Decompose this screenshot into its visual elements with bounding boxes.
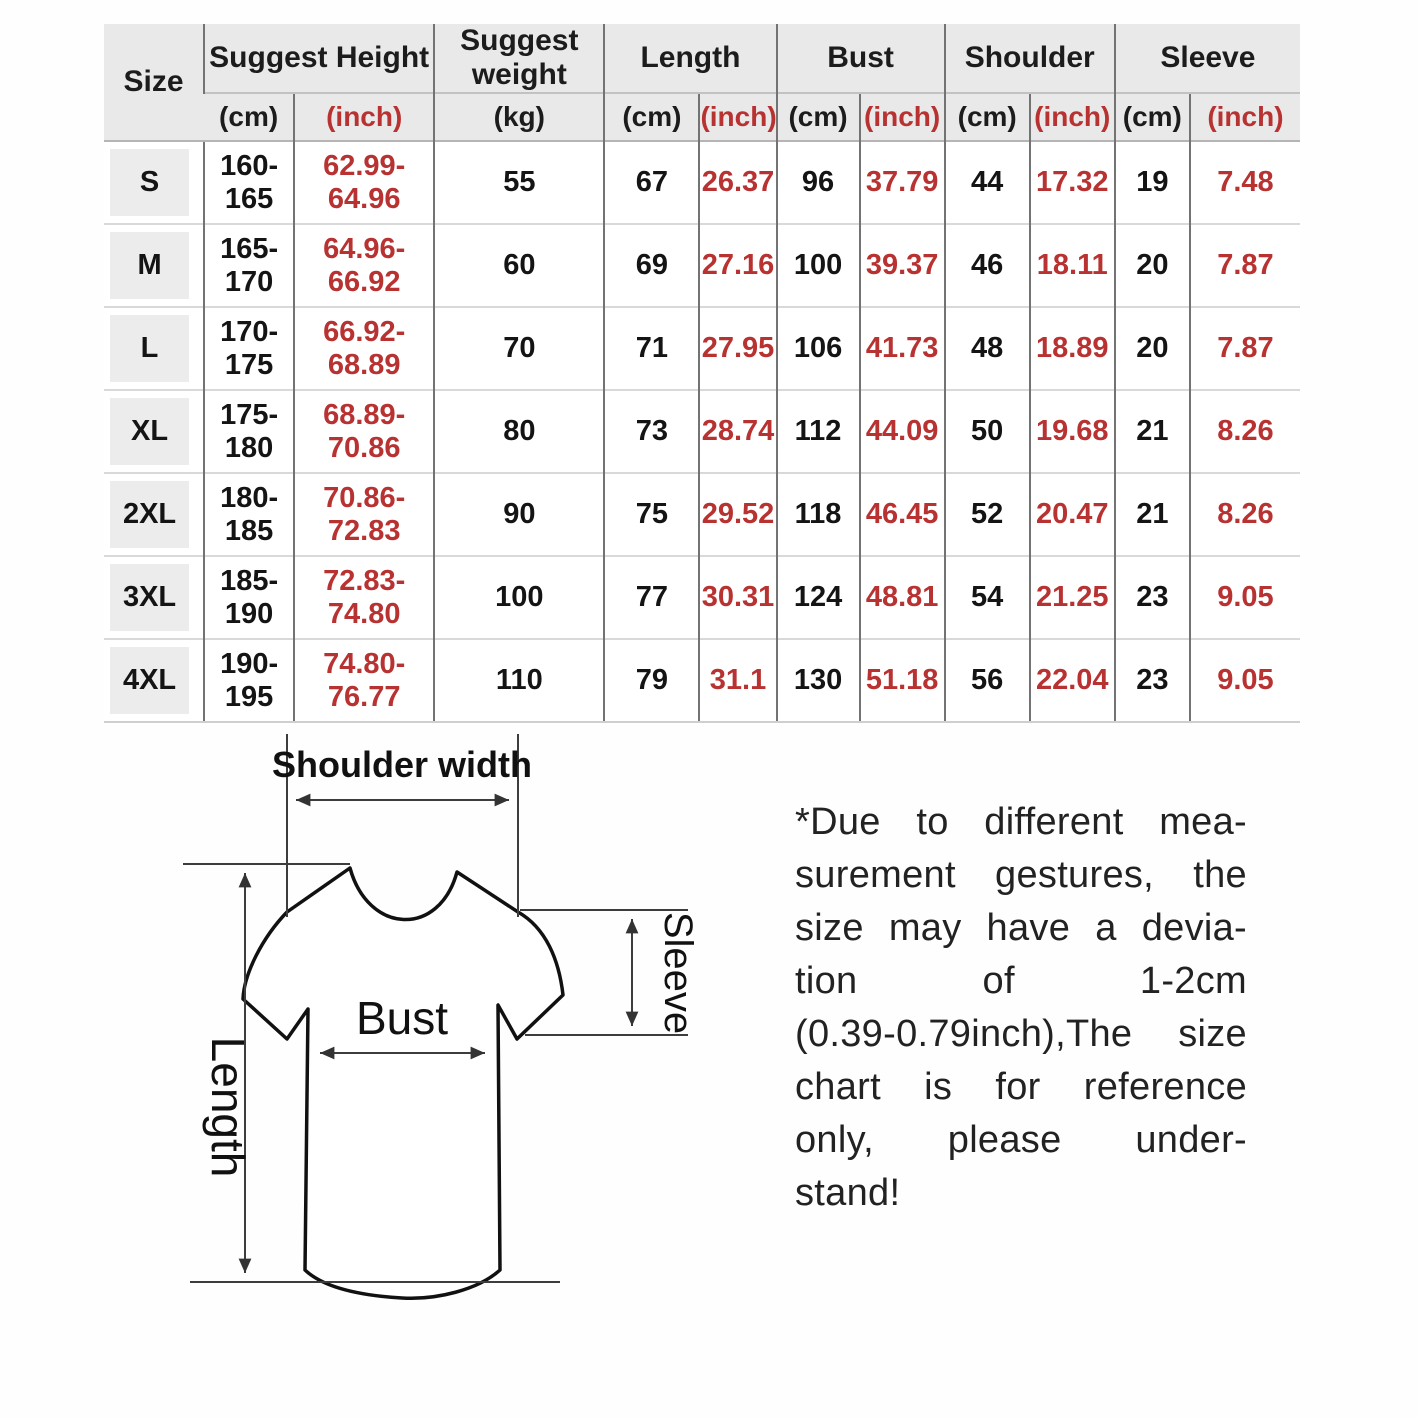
tshirt-outline xyxy=(243,868,563,1298)
value-cell: 46 xyxy=(945,224,1030,307)
size-column-header: Size xyxy=(104,24,204,141)
value-cell: 21.25 xyxy=(1030,556,1115,639)
value-cell: 39.37 xyxy=(860,224,945,307)
value-cell: 79 xyxy=(604,639,699,722)
value-cell: 28.74 xyxy=(699,390,776,473)
unit-header: (inch) xyxy=(699,93,776,141)
value-cell: 69 xyxy=(604,224,699,307)
value-cell: 106 xyxy=(777,307,860,390)
bust-header: Bust xyxy=(777,24,945,93)
value-cell: 19 xyxy=(1115,141,1190,224)
value-cell: 46.45 xyxy=(860,473,945,556)
size-label-cell xyxy=(104,307,204,390)
bust-label: Bust xyxy=(355,992,449,1044)
unit-header: (cm) xyxy=(945,93,1030,141)
table-row xyxy=(104,639,1300,722)
length-label: Length xyxy=(202,1036,254,1178)
unit-header: (cm) xyxy=(604,93,699,141)
value-cell: 112 xyxy=(777,390,860,473)
value-cell: 124 xyxy=(777,556,860,639)
unit-header: (cm) xyxy=(777,93,860,141)
value-cell: 71 xyxy=(604,307,699,390)
sleeve-label: Sleeve xyxy=(656,911,700,1035)
value-cell: 64.96-66.92 xyxy=(294,224,434,307)
unit-header: (inch) xyxy=(860,93,945,141)
value-cell: 100 xyxy=(434,556,604,639)
table-row xyxy=(104,556,1300,639)
value-cell: 44.09 xyxy=(860,390,945,473)
note-line: only, please under- xyxy=(795,1119,1247,1161)
note-line: size may have a devia- xyxy=(795,907,1247,949)
value-cell: 160-165 xyxy=(204,141,294,224)
value-cell: 27.95 xyxy=(699,307,776,390)
size-chip: M xyxy=(110,232,189,299)
value-cell: 9.05 xyxy=(1190,639,1300,722)
value-cell: 7.48 xyxy=(1190,141,1300,224)
note-line: (0.39-0.79inch),The size xyxy=(795,1013,1247,1055)
unit-header: (inch) xyxy=(1190,93,1300,141)
value-cell: 26.37 xyxy=(699,141,776,224)
size-label-cell xyxy=(104,390,204,473)
shoulder-header: Shoulder xyxy=(945,24,1115,93)
value-cell: 9.05 xyxy=(1190,556,1300,639)
value-cell: 110 xyxy=(434,639,604,722)
value-cell: 30.31 xyxy=(699,556,776,639)
unit-header: (cm) xyxy=(1115,93,1190,141)
size-chip: S xyxy=(110,149,189,216)
size-label-cell xyxy=(104,224,204,307)
value-cell: 20 xyxy=(1115,307,1190,390)
shoulder-width-label: Shoulder width xyxy=(272,744,532,785)
table-row xyxy=(104,224,1300,307)
value-cell: 72.83-74.80 xyxy=(294,556,434,639)
value-cell: 48.81 xyxy=(860,556,945,639)
value-cell: 130 xyxy=(777,639,860,722)
value-cell: 29.52 xyxy=(699,473,776,556)
value-cell: 68.89-70.86 xyxy=(294,390,434,473)
tshirt-diagram-svg xyxy=(140,722,800,1337)
size-chip: 2XL xyxy=(110,481,189,548)
note-line: chart is for reference xyxy=(795,1066,1247,1108)
value-cell: 37.79 xyxy=(860,141,945,224)
value-cell: 70 xyxy=(434,307,604,390)
value-cell: 22.04 xyxy=(1030,639,1115,722)
value-cell: 75 xyxy=(604,473,699,556)
table-row xyxy=(104,390,1300,473)
group-header-row xyxy=(104,24,1300,93)
suggest-weight-header: Suggest weight xyxy=(434,24,604,93)
size-chip: 3XL xyxy=(110,564,189,631)
value-cell: 8.26 xyxy=(1190,473,1300,556)
value-cell: 55 xyxy=(434,141,604,224)
value-cell: 170-175 xyxy=(204,307,294,390)
unit-header: (cm) xyxy=(204,93,294,141)
value-cell: 50 xyxy=(945,390,1030,473)
value-cell: 27.16 xyxy=(699,224,776,307)
size-table-body xyxy=(104,141,1300,722)
value-cell: 21 xyxy=(1115,473,1190,556)
size-label-cell xyxy=(104,141,204,224)
note-line: surement gestures, the xyxy=(795,854,1247,896)
note-line: *Due to different mea- xyxy=(795,801,1247,843)
value-cell: 77 xyxy=(604,556,699,639)
size-chart-table xyxy=(104,24,1300,723)
value-cell: 52 xyxy=(945,473,1030,556)
size-label-cell xyxy=(104,473,204,556)
size-chip: 4XL xyxy=(110,647,189,714)
length-header: Length xyxy=(604,24,776,93)
table-row xyxy=(104,307,1300,390)
table-row xyxy=(104,141,1300,224)
value-cell: 41.73 xyxy=(860,307,945,390)
value-cell: 19.68 xyxy=(1030,390,1115,473)
size-chart-table-wrap xyxy=(104,24,1300,723)
value-cell: 20 xyxy=(1115,224,1190,307)
value-cell: 74.80-76.77 xyxy=(294,639,434,722)
value-cell: 31.1 xyxy=(699,639,776,722)
value-cell: 90 xyxy=(434,473,604,556)
tshirt-measurement-diagram xyxy=(140,722,800,1337)
table-row xyxy=(104,473,1300,556)
value-cell: 96 xyxy=(777,141,860,224)
size-label-cell xyxy=(104,556,204,639)
size-label-cell xyxy=(104,639,204,722)
value-cell: 7.87 xyxy=(1190,307,1300,390)
value-cell: 18.11 xyxy=(1030,224,1115,307)
value-cell: 175-180 xyxy=(204,390,294,473)
value-cell: 18.89 xyxy=(1030,307,1115,390)
value-cell: 66.92-68.89 xyxy=(294,307,434,390)
value-cell: 20.47 xyxy=(1030,473,1115,556)
value-cell: 23 xyxy=(1115,556,1190,639)
value-cell: 67 xyxy=(604,141,699,224)
value-cell: 165-170 xyxy=(204,224,294,307)
value-cell: 56 xyxy=(945,639,1030,722)
value-cell: 190-195 xyxy=(204,639,294,722)
value-cell: 44 xyxy=(945,141,1030,224)
value-cell: 54 xyxy=(945,556,1030,639)
unit-header: (inch) xyxy=(1030,93,1115,141)
sleeve-header: Sleeve xyxy=(1115,24,1300,93)
value-cell: 8.26 xyxy=(1190,390,1300,473)
note-line: tion of 1-2cm xyxy=(795,960,1247,1002)
note-text xyxy=(795,796,1247,1220)
value-cell: 7.87 xyxy=(1190,224,1300,307)
value-cell: 80 xyxy=(434,390,604,473)
value-cell: 70.86-72.83 xyxy=(294,473,434,556)
unit-header: (inch) xyxy=(294,93,434,141)
value-cell: 21 xyxy=(1115,390,1190,473)
value-cell: 180-185 xyxy=(204,473,294,556)
units-row xyxy=(104,93,1300,141)
value-cell: 73 xyxy=(604,390,699,473)
note-line: stand! xyxy=(795,1172,901,1214)
value-cell: 48 xyxy=(945,307,1030,390)
value-cell: 17.32 xyxy=(1030,141,1115,224)
value-cell: 60 xyxy=(434,224,604,307)
size-chip: XL xyxy=(110,398,189,465)
value-cell: 118 xyxy=(777,473,860,556)
value-cell: 62.99-64.96 xyxy=(294,141,434,224)
value-cell: 100 xyxy=(777,224,860,307)
suggest-height-header: Suggest Height xyxy=(204,24,434,93)
value-cell: 185-190 xyxy=(204,556,294,639)
value-cell: 23 xyxy=(1115,639,1190,722)
value-cell: 51.18 xyxy=(860,639,945,722)
unit-header: (kg) xyxy=(434,93,604,141)
size-chip: L xyxy=(110,315,189,382)
